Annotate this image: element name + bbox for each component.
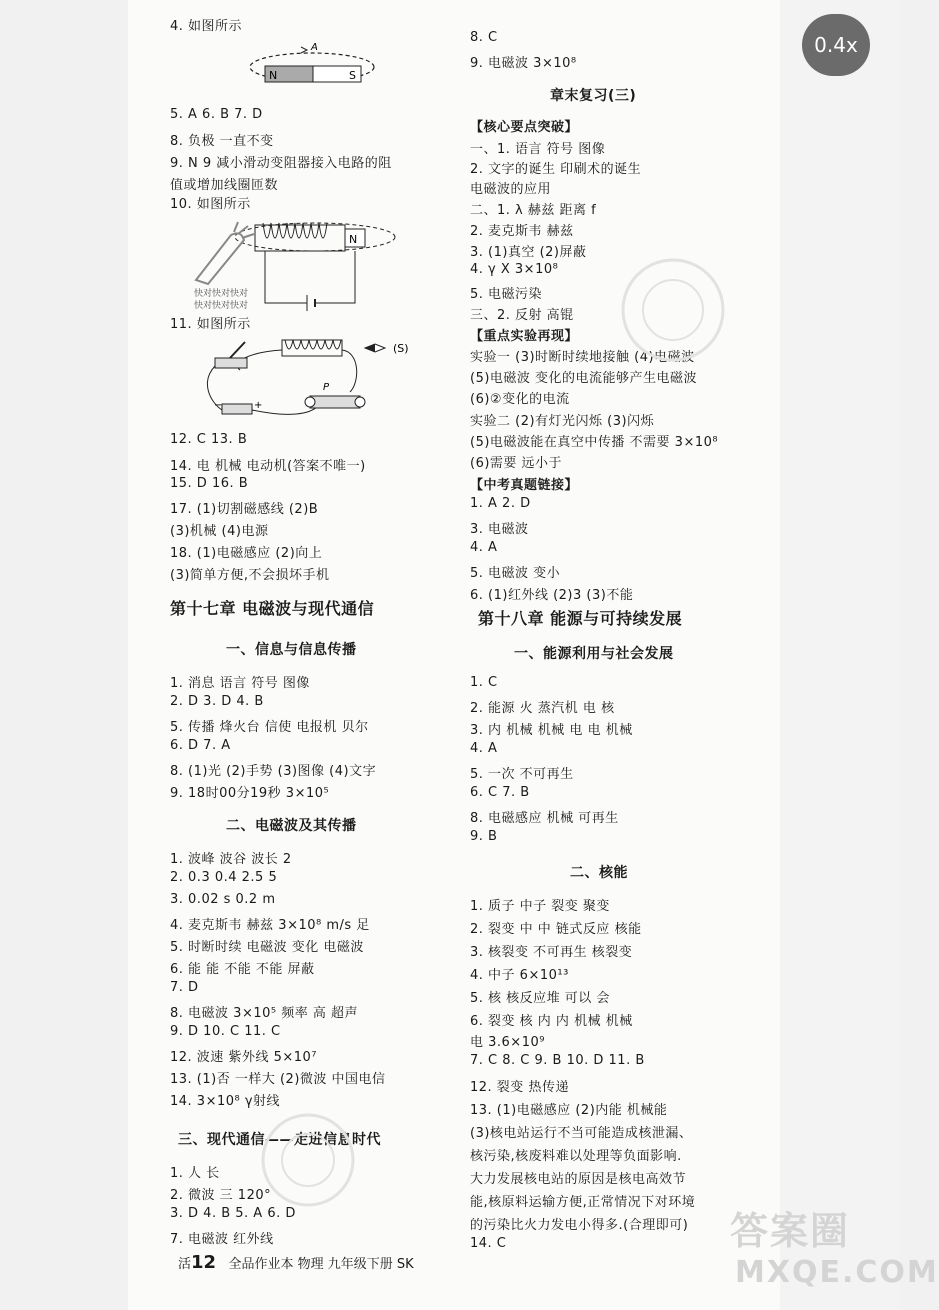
answer-line: 【中考真题链接】 (470, 478, 579, 493)
answer-line: 4. A (470, 741, 498, 756)
watermark-brand: 答案圈 (730, 1209, 851, 1253)
label-minus: − (214, 400, 223, 411)
answer-line: 3. (1)真空 (2)屏蔽 (470, 245, 587, 260)
answer-line: 14. 3×10⁸ γ射线 (170, 1094, 281, 1109)
answer-line: 4. γ X 3×10⁸ (470, 262, 559, 277)
answer-line: 二、核能 (570, 865, 628, 881)
answer-line: 8. 负极 一直不变 (170, 134, 274, 149)
answer-line: 12. 裂变 热传递 (470, 1080, 569, 1095)
answer-line: 二、1. λ 赫兹 距离 f (470, 203, 597, 218)
answer-line: 9. 18时00分19秒 3×10⁵ (170, 786, 330, 801)
answer-line: 能,核原料运输方便,正常情况下对环境 (470, 1195, 696, 1210)
answer-line: 17. (1)切割磁感线 (2)B (170, 502, 319, 517)
answer-line: 2. 麦克斯韦 赫兹 (470, 224, 574, 239)
watermark-circle-left (258, 1110, 358, 1210)
answer-line: 2. 裂变 中 中 链式反应 核能 (470, 922, 642, 937)
answer-line: 5. 传播 烽火台 信使 电报机 贝尔 (170, 720, 369, 735)
answer-line: 5. 一次 不可再生 (470, 767, 574, 782)
answer-line: 9. D 10. C 11. C (170, 1024, 281, 1039)
answer-line: 5. A 6. B 7. D (170, 107, 263, 122)
answer-line: 2. D 3. D 4. B (170, 694, 264, 709)
answer-line: 8. 电磁感应 机械 可再生 (470, 811, 619, 826)
answer-line: 9. N 9 减小滑动变阻器接入电路的阻 (170, 156, 392, 171)
answer-line: 6. C 7. B (470, 785, 530, 800)
answer-line: 5. 电磁波 变小 (470, 566, 561, 581)
answer-line: 5. 核 核反应堆 可以 会 (470, 991, 610, 1006)
answer-line: 3. 核裂变 不可再生 核裂变 (470, 945, 633, 960)
answer-line: 13. (1)否 一样大 (2)微波 中国电信 (170, 1072, 386, 1087)
answer-line: 7. C 8. C 9. B 10. D 11. B (470, 1053, 645, 1068)
answer-line: 4. 麦克斯韦 赫兹 3×10⁸ m/s 足 (170, 918, 370, 933)
answer-line: 6. 裂变 核 内 内 机械 机械 (470, 1014, 633, 1029)
answer-line: 7. D (170, 980, 199, 995)
answer-line: 的污染比火力发电小得多.(合理即可) (470, 1218, 689, 1233)
answer-line: 4. 中子 6×10¹³ (470, 968, 569, 983)
answer-line: 二、电磁波及其传播 (226, 818, 357, 834)
answer-line: 8. (1)光 (2)手势 (3)图像 (4)文字 (170, 764, 377, 779)
answer-line: (3)简单方便,不会损坏手机 (170, 568, 330, 583)
page-footer (178, 1252, 414, 1273)
answer-line: (5)电磁波 变化的电流能够产生电磁波 (470, 371, 698, 386)
answer-line: (5)电磁波能在真空中传播 不需要 3×10⁸ (470, 435, 719, 450)
answer-line: 电磁波的应用 (470, 182, 552, 197)
answer-line: 3. 0.02 s 0.2 m (170, 892, 276, 907)
label-p: P (323, 382, 330, 393)
answer-line: 12. C 13. B (170, 432, 248, 447)
answer-line: 12. 波速 紫外线 5×10⁷ (170, 1050, 317, 1065)
answer-line: (3)机械 (4)电源 (170, 524, 269, 539)
answer-line: 9. B (470, 829, 498, 844)
label-n: N (349, 233, 358, 246)
answer-line: (6)②变化的电流 (470, 392, 570, 407)
watermark-carrot-icon (186, 220, 256, 290)
answer-line: 10. 如图所示 (170, 197, 251, 212)
answer-line: (6)需要 远小于 (470, 456, 563, 471)
answer-line: 8. C (470, 30, 498, 45)
answer-line: 三、2. 反射 高锟 (470, 308, 574, 323)
answer-line: 2. 能源 火 蒸汽机 电 核 (470, 701, 615, 716)
label-n: N (269, 69, 278, 82)
zoom-indicator[interactable]: 0.4x (802, 14, 870, 76)
answer-line: 9. 电磁波 3×10⁸ (470, 56, 577, 71)
answer-line: 13. (1)电磁感应 (2)内能 机械能 (470, 1103, 668, 1118)
label-s-compass: (S) (393, 342, 409, 355)
label-s: S (349, 69, 356, 82)
answer-line: 1. 消息 语言 符号 图像 (170, 676, 310, 691)
answer-line: 4. 如图所示 (170, 19, 243, 34)
answer-line: 1. 波峰 波谷 波长 2 (170, 852, 292, 867)
answer-line: 3. D 4. B 5. A 6. D (170, 1206, 296, 1221)
answer-line: 一、信息与信息传播 (226, 642, 357, 658)
answer-line: 6. 能 能 不能 不能 屏蔽 (170, 962, 315, 977)
watermark-circle-right (618, 255, 728, 365)
answer-line: 7. 电磁波 红外线 (170, 1232, 274, 1247)
answer-line: 一、1. 语言 符号 图像 (470, 142, 606, 157)
answer-line: 实验二 (2)有灯光闪烁 (3)闪烁 (470, 414, 655, 429)
answer-line: 1. C (470, 675, 498, 690)
answer-line: 【核心要点突破】 (470, 120, 579, 135)
page-number: 12 (191, 1252, 217, 1273)
answer-line: 第十七章 电磁波与现代通信 (170, 599, 375, 618)
answer-line: 14. C (470, 1236, 507, 1251)
answer-line: 1. 人 长 (170, 1166, 220, 1181)
figure-4-bar-magnet (245, 40, 380, 105)
answer-line: 第十八章 能源与可持续发展 (478, 609, 683, 628)
answer-line: 章末复习(三) (550, 88, 637, 104)
answer-line: 5. 时断时续 电磁波 变化 电磁波 (170, 940, 364, 955)
answer-line: (3)核电站运行不当可能造成核泄漏、 (470, 1126, 693, 1141)
answer-line: 14. 电 机械 电动机(答案不唯一) (170, 459, 366, 474)
answer-line: 3. 内 机械 机械 电 电 机械 (470, 723, 633, 738)
book-title: 全品作业本 物理 九年级下册 SK (228, 1257, 414, 1272)
answer-line: 大力发展核电站的原因是核电高效节 (470, 1172, 687, 1187)
answer-line: 电 3.6×10⁹ (470, 1035, 545, 1050)
answer-line: 2. 微波 三 120° (170, 1188, 272, 1203)
answer-line: 6. D 7. A (170, 738, 231, 753)
answer-line: 1. A 2. D (470, 496, 531, 511)
answer-line: 6. (1)红外线 (2)3 (3)不能 (470, 588, 634, 603)
label-plus: + (254, 400, 263, 411)
answer-line: 一、能源利用与社会发展 (514, 646, 674, 662)
answer-line: 核污染,核废料难以处理等负面影响. (470, 1149, 682, 1164)
watermark-brand-url: MXQE.COM (735, 1255, 939, 1290)
answer-line: 值或增加线圈匝数 (170, 178, 279, 193)
answer-line: 18. (1)电磁感应 (2)向上 (170, 546, 323, 561)
footer-prefix: 活 (178, 1257, 192, 1272)
answer-line: 【重点实验再现】 (470, 329, 579, 344)
figure-11-circuit (200, 332, 430, 422)
answer-line: 11. 如图所示 (170, 317, 251, 332)
answer-line: 8. 电磁波 3×10⁵ 频率 高 超声 (170, 1006, 358, 1021)
right-margin (780, 0, 900, 1310)
answer-line: 5. 电磁污染 (470, 287, 543, 302)
answer-line: 1. 质子 中子 裂变 聚变 (470, 899, 610, 914)
answer-line: 3. 电磁波 (470, 522, 529, 537)
answer-line: 4. A (470, 540, 498, 555)
answer-line: 三、现代通信——走进信息时代 (178, 1132, 381, 1148)
watermark-small-text: 快对快对快对 快对快对快对 (194, 289, 249, 311)
answer-line: 2. 文字的诞生 印刷术的诞生 (470, 162, 642, 177)
label-a: A (311, 42, 318, 53)
answer-line: 2. 0.3 0.4 2.5 5 (170, 870, 278, 885)
answer-line: 15. D 16. B (170, 476, 249, 491)
answer-line: 实验一 (3)时断时续地接触 (4)电磁波 (470, 350, 695, 365)
